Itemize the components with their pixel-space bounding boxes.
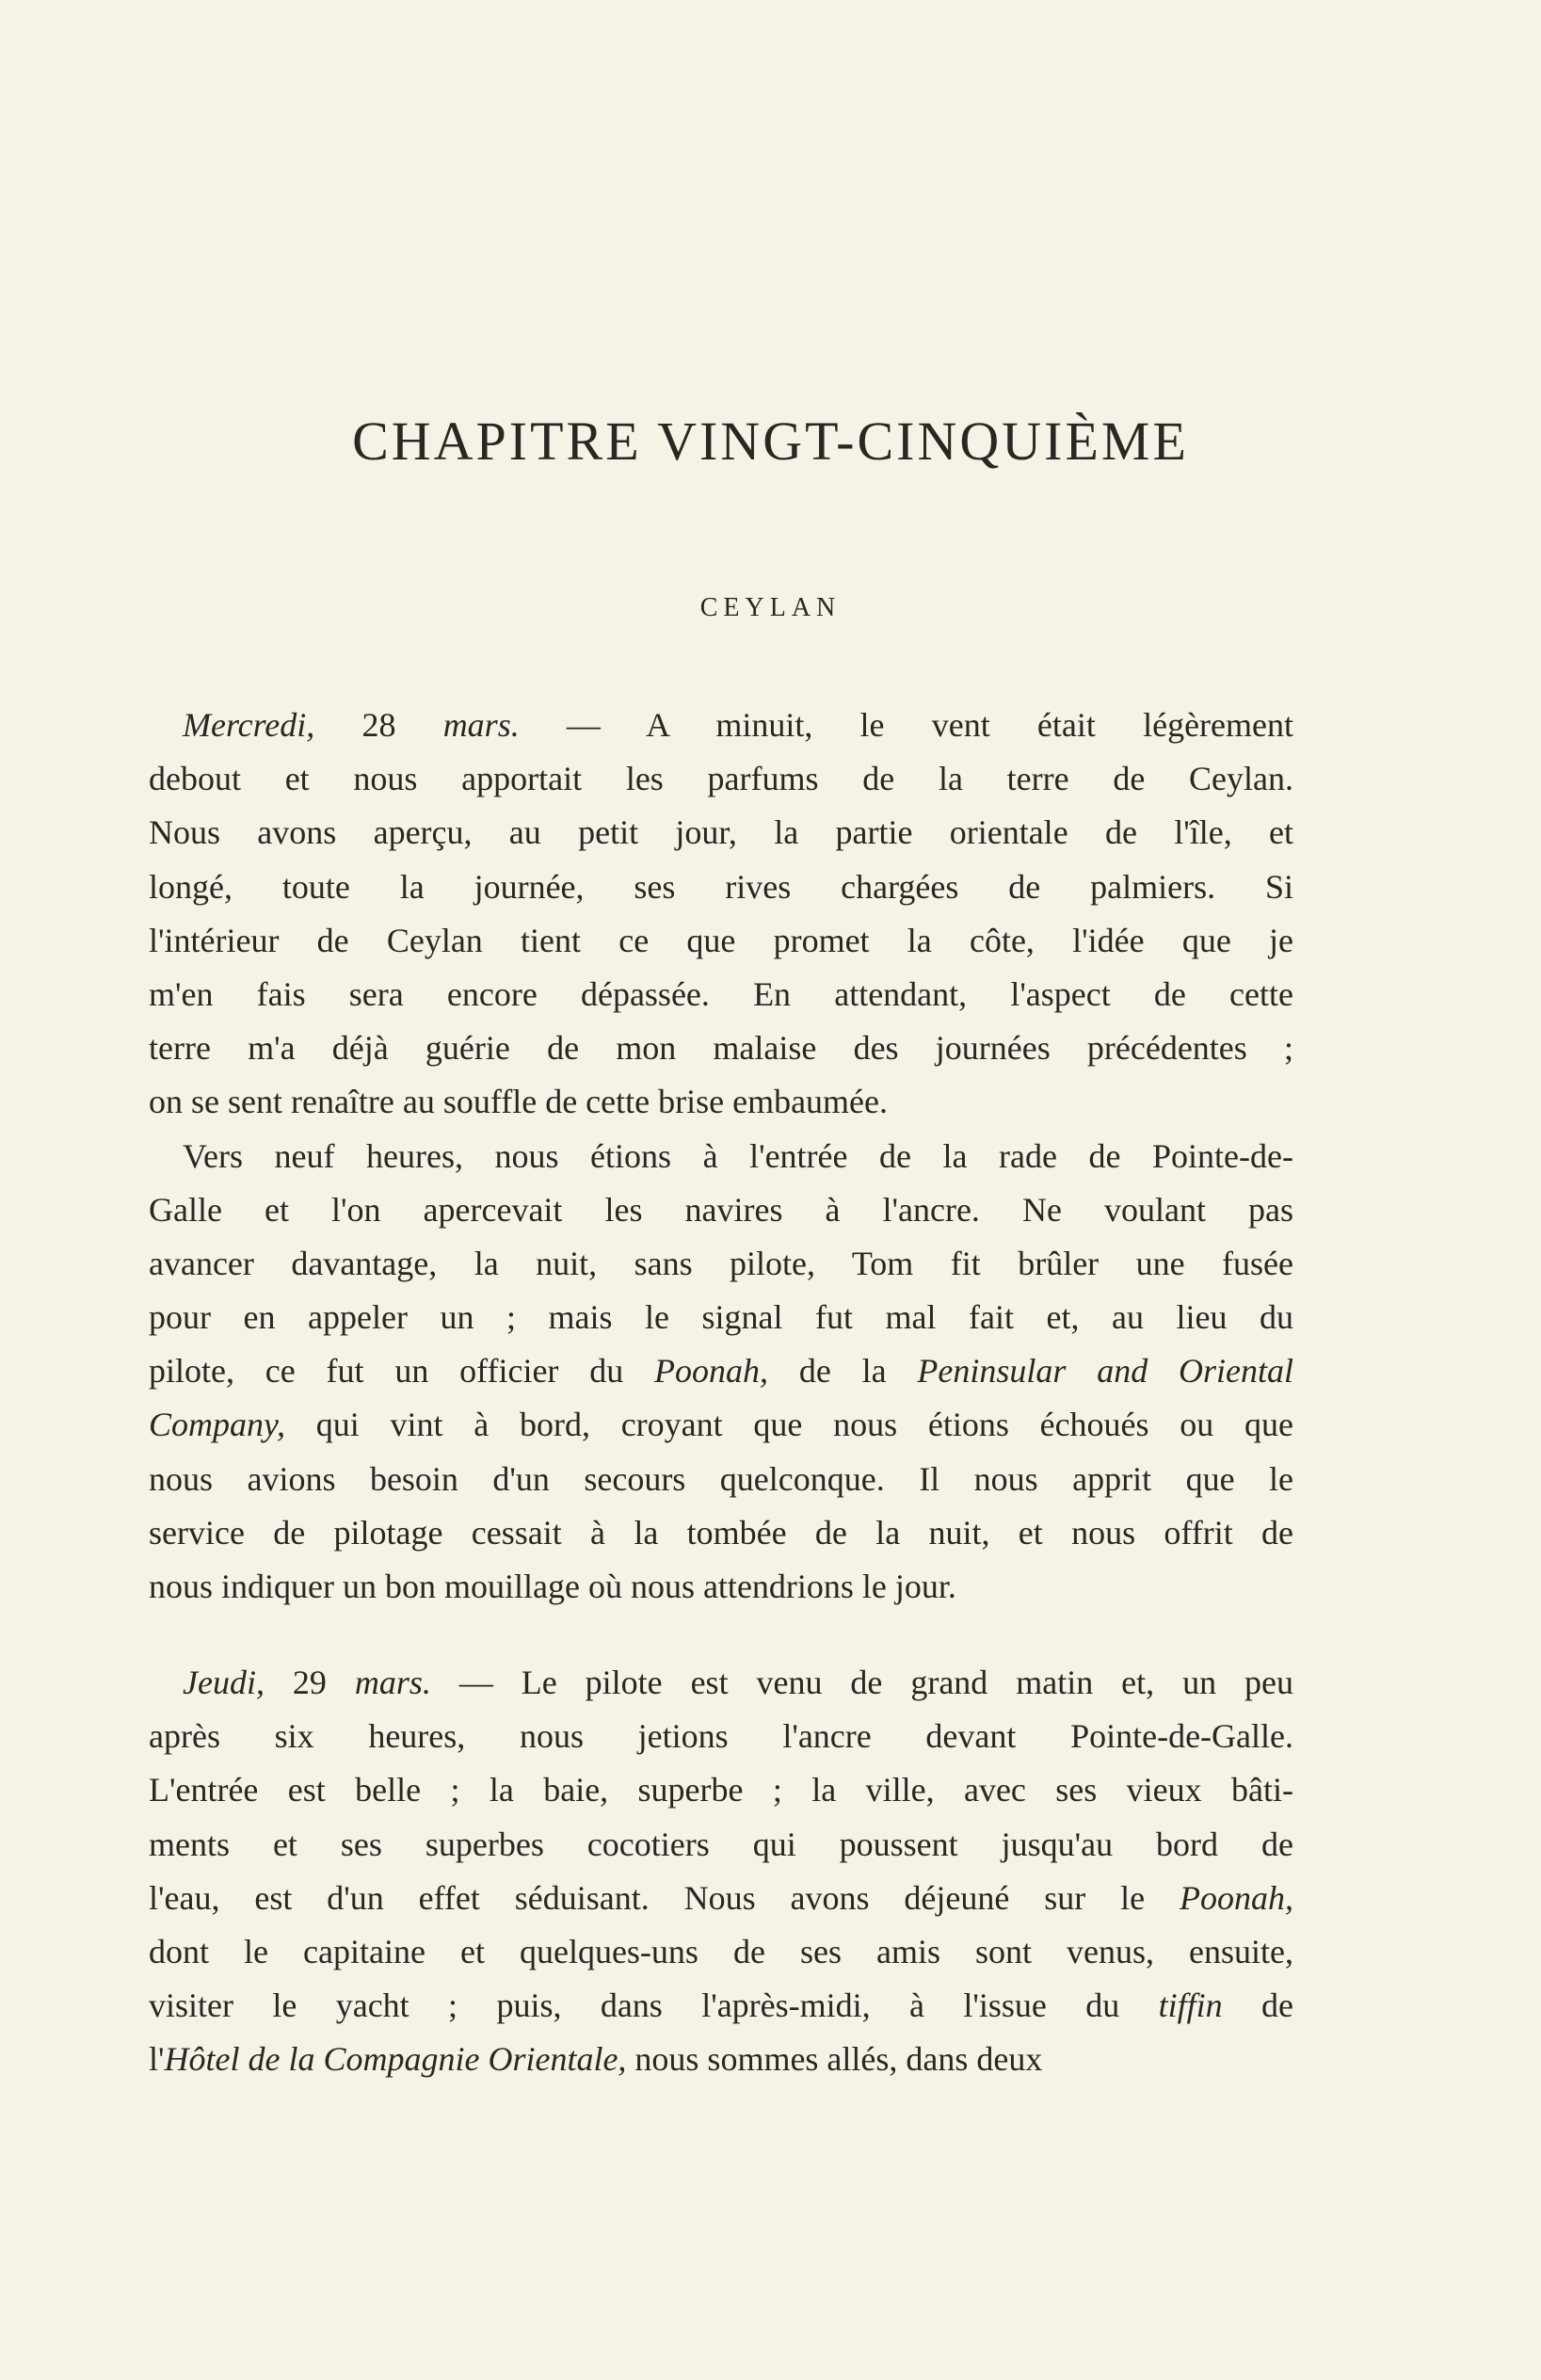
chapter-subtitle: CEYLAN [699,593,842,622]
paragraph [149,1130,1293,1615]
paragraph [149,1656,1293,2087]
text-run: l'eau, est d'un effet séduisant. Nous avons déjeuné sur le [149,1878,1180,1917]
text-run: de la [768,1352,918,1391]
italic-text: mars. [354,1664,431,1701]
text-run: L'entrée est belle ; la baie, superbe ; la ville, avec ses vieux bâti- [149,1771,1293,1809]
text-run: de [1222,1986,1293,2025]
text-line [149,1560,1293,1614]
text-line [149,860,1293,914]
text-line [149,2033,1293,2086]
entry-mercredi [149,699,1293,1614]
text-line [149,1291,1293,1344]
text-run: on se sent renaître au souffle de cette brise embaumée. [149,1083,889,1121]
text-run: — Le pilote est venu de grand matin et, un peu [430,1664,1293,1701]
italic-text: Mercredi, [183,706,315,744]
text-run: Galle et l'on apercevait les navires à l'ancre. Ne voulant pas [149,1190,1293,1229]
chapter-title: CHAPITRE VINGT-CINQUIÈME [352,410,1189,472]
text-run: pour en appeler un ; mais le signal fut mal fait et, au lieu du [149,1298,1293,1337]
text-run: dont le capitaine et quelques-uns de ses amis sont venus, ensuite, [149,1932,1293,1970]
text-line [149,1344,1293,1398]
text-run: qui vint à bord, croyant que nous étions échoués ou que [285,1406,1293,1444]
text-run: debout et nous apportait les parfums de la terre de Ceylan. [149,760,1293,798]
text-line [149,1925,1293,1979]
text-run: longé, toute la journée, ses rives chargées de palmiers. Si [149,867,1293,906]
italic-text: Poonah, [1180,1878,1293,1917]
text-line [149,1183,1293,1237]
italic-text: Peninsular and Oriental [917,1352,1293,1391]
text-line [149,1818,1293,1872]
text-run: Vers neuf heures, nous étions à l'entrée de la rade de Pointe-de- [183,1136,1293,1175]
text-line [149,1872,1293,1925]
text-run: Nous avons aperçu, au petit jour, la partie orientale de l'île, et [149,813,1293,852]
text-run: l' [149,2040,165,2079]
text-run: nous avions besoin d'un secours quelconque. Il nous apprit que le [149,1459,1293,1498]
text-line [149,1237,1293,1291]
text-run: l'intérieur de Ceylan tient ce que promet la côte, l'idée que je [149,921,1293,959]
text-line [149,914,1293,968]
text-line [149,1021,1293,1075]
text-line [149,1453,1293,1506]
text-line [149,1979,1293,2033]
italic-text: Hôtel de la Compagnie Orientale, [164,2040,627,2079]
text-run: — A minuit, le vent était légèrement [519,706,1293,744]
text-run: nous indiquer un bon mouillage où nous attendrions le jour. [149,1568,956,1605]
text-line [149,699,1293,752]
italic-text: Poonah, [654,1352,769,1391]
text-run: visiter le yacht ; puis, dans l'après-midi, à l'issue du [149,1986,1159,2025]
text-line [149,1130,1293,1183]
text-run: service de pilotage cessait à la tombée de la nuit, et nous offrit de [149,1513,1293,1552]
text-line [149,806,1293,860]
text-run: ments et ses superbes cocotiers qui poussent jusqu'au bord de [149,1825,1293,1863]
italic-text: Jeudi, [183,1664,265,1701]
entry-jeudi [149,1656,1293,2087]
text-line [149,1710,1293,1763]
text-run: pilote, ce fut un officier du [149,1352,655,1391]
text-run: m'en fais sera encore dépassée. En attendant, l'aspect de cette [149,974,1293,1013]
text-run: nous sommes allés, dans deux [626,2040,1043,2079]
italic-text: mars. [442,706,520,744]
text-line [149,1656,1293,1710]
italic-text: Company, [149,1406,286,1444]
text-line [149,968,1293,1021]
text-line [149,1763,1293,1817]
text-line [149,1398,1293,1452]
italic-text: tiffin [1158,1986,1223,2025]
text-run: terre m'a déjà guérie de mon malaise des journées précédentes ; [149,1029,1293,1068]
text-run: avancer davantage, la nuit, sans pilote, Tom fit brûler une fusée [149,1244,1293,1282]
paragraph [149,699,1293,1130]
text-line [149,752,1293,806]
text-line [149,1075,1293,1129]
text-run: 28 [314,706,443,744]
text-run: 29 [264,1664,355,1701]
text-run: après six heures, nous jetions l'ancre devant Pointe-de-Galle. [149,1717,1293,1756]
text-line [149,1506,1293,1560]
